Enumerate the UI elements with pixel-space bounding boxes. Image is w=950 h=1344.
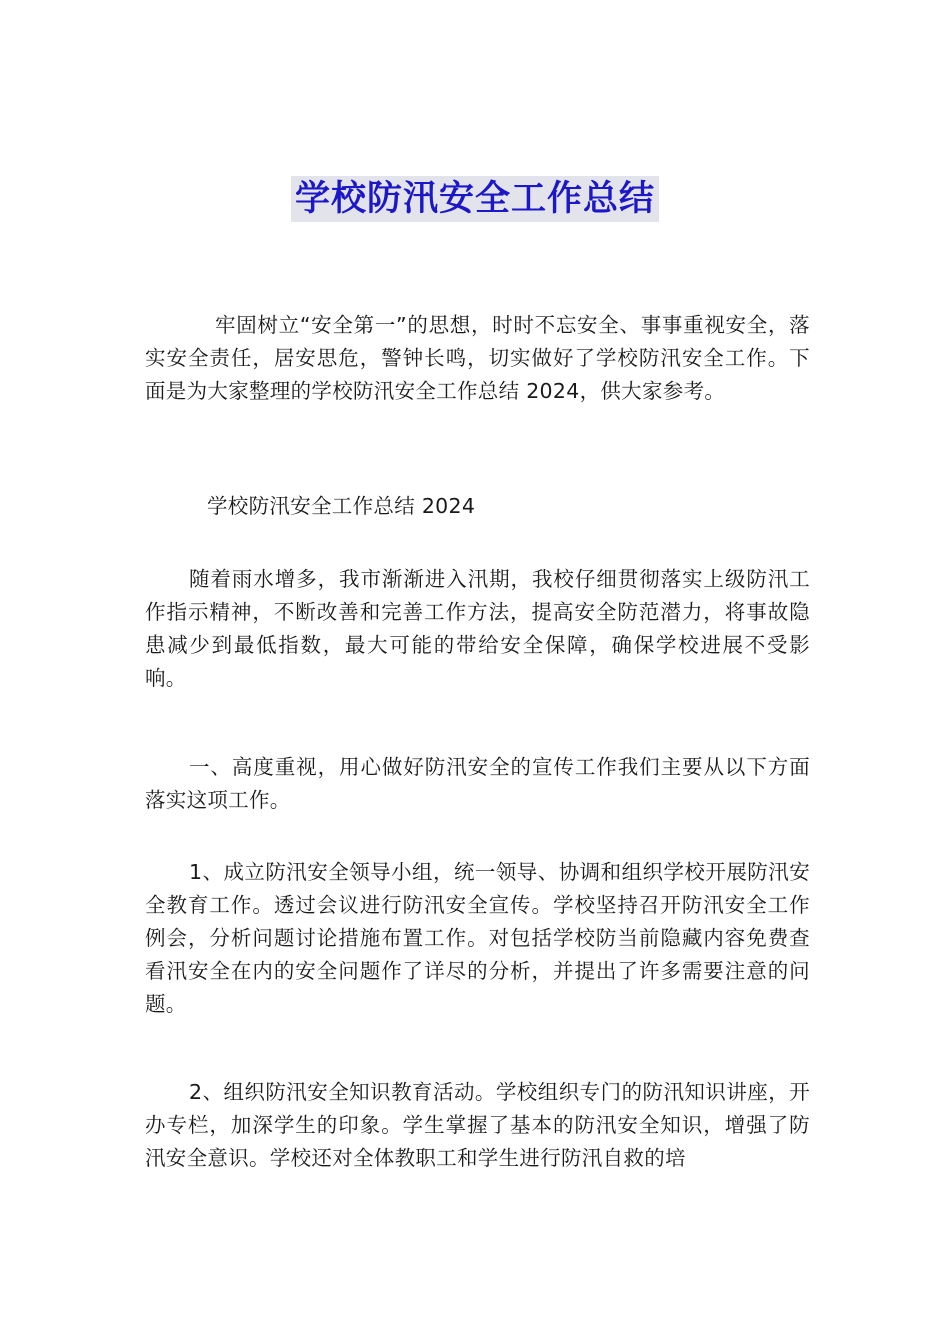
section-heading: 一、高度重视，用心做好防汛安全的宣传工作我们主要从以下方面落实这项工作。 <box>145 755 810 812</box>
intro-paragraph: 牢固树立“安全第一”的思想，时时不忘安全、事事重视安全，落实安全责任，居安思危，警钟长鸣，切实做好了学校防汛安全工作。下面是为大家整理的学校防汛安全工作总结 2024，供大家参考。 <box>145 313 810 403</box>
list-item: 2、组织防汛安全知识教育活动。学校组织专门的防汛知识讲座，开办专栏，加深学生的印象。学生掌握了基本的防汛安全知识，增强了防汛安全意识。学校还对全体教职工和学生进行防汛自救的培 <box>145 1080 810 1170</box>
document-title: 学校防汛安全工作总结 <box>291 176 659 222</box>
title-container <box>0 176 950 222</box>
list-item: 1、成立防汛安全领导小组，统一领导、协调和组织学校开展防汛安全教育工作。透过会议进行防汛安全宣传。学校坚持召开防汛安全工作例会，分析问题讨论措施布置工作。对包括学校防当前隐藏内容免费查看汛安全在内的安全问题作了详尽的分析，并提出了许多需要注意的问题。 <box>145 860 810 1016</box>
section-subtitle: 学校防汛安全工作总结 2024 <box>207 494 476 518</box>
body-paragraph: 随着雨水增多，我市渐渐进入汛期，我校仔细贯彻落实上级防汛工作指示精神，不断改善和完善工作方法，提高安全防范潜力，将事故隐患减少到最低指数，最大可能的带给安全保障，确保学校进展不受影响。 <box>145 567 810 690</box>
